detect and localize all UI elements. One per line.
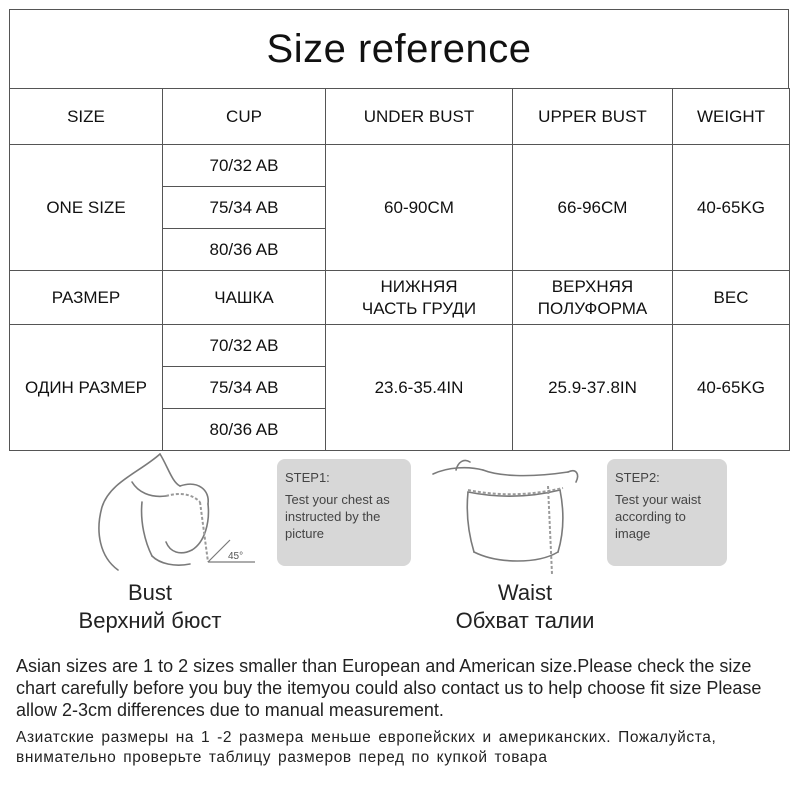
measurement-illustrations <box>0 450 800 650</box>
step1-title: STEP1: <box>285 470 330 485</box>
upper-bust-cell-in: 25.9-37.8IN <box>513 325 673 451</box>
size-cell: ONE SIZE <box>10 145 163 271</box>
cup-cell: 80/36 AB <box>163 409 326 451</box>
angle-label: 45° <box>228 551 244 562</box>
table-header-row-en <box>10 89 790 145</box>
header-under-bust-ru-line1: НИЖНЯЯ <box>380 276 458 296</box>
header-weight-ru: ВЕС <box>673 271 790 325</box>
bust-caption-ru: Верхний бюст <box>78 608 222 633</box>
waist-measure-illustration <box>428 452 598 577</box>
weight-cell: 40-65KG <box>673 145 790 271</box>
step2-card <box>607 459 727 566</box>
size-note-en: Asian sizes are 1 to 2 sizes smaller than European and American size.Please check the size chart carefully before you buy the itemyou could also contact us to help choose fit size Please allow 2-3cm differences due to manual measurement. <box>16 656 762 720</box>
header-size: SIZE <box>10 89 163 145</box>
header-under-bust: UNDER BUST <box>326 89 513 145</box>
header-cup: CUP <box>163 89 326 145</box>
under-bust-cell: 60-90CM <box>326 145 513 271</box>
page-title: Size reference <box>9 9 789 89</box>
weight-cell-ru: 40-65KG <box>673 325 790 451</box>
step2-text: Test your waist according to image <box>615 492 701 541</box>
cup-cell: 70/32 AB <box>163 145 326 187</box>
cup-cell: 80/36 AB <box>163 229 326 271</box>
step2-title: STEP2: <box>615 470 660 485</box>
header-size-ru: РАЗМЕР <box>10 271 163 325</box>
header-under-bust-ru <box>326 271 513 325</box>
bust-caption: Bust <box>127 580 173 605</box>
under-bust-cell-in: 23.6-35.4IN <box>326 325 513 451</box>
size-note-ru: Азиатские размеры на 1 -2 размера меньше европейских и американских. Пожалуйста, внимательно проверьте таблицу размеров перед по купкой товара <box>16 729 717 766</box>
table-header-row-ru <box>10 271 790 325</box>
cup-cell: 70/32 AB <box>163 325 326 367</box>
table-row <box>10 145 790 187</box>
waist-caption-ru: Обхват талии <box>455 608 595 633</box>
header-upper-bust-ru-line2: ПОЛУФОРМА <box>537 298 648 318</box>
cup-cell: 75/34 AB <box>163 187 326 229</box>
table-row <box>10 325 790 367</box>
header-cup-ru: ЧАШКА <box>163 271 326 325</box>
step1-card <box>277 459 411 566</box>
header-upper-bust-ru-line1: ВЕРХНЯЯ <box>551 276 634 296</box>
bust-measure-illustration <box>80 452 260 577</box>
upper-bust-cell: 66-96CM <box>513 145 673 271</box>
header-upper-bust: UPPER BUST <box>513 89 673 145</box>
cup-cell: 75/34 AB <box>163 367 326 409</box>
header-upper-bust-ru <box>513 271 673 325</box>
size-cell-ru: ОДИН РАЗМЕР <box>10 325 163 451</box>
header-weight: WEIGHT <box>673 89 790 145</box>
waist-caption: Waist <box>497 580 553 605</box>
header-under-bust-ru-line2: ЧАСТЬ ГРУДИ <box>361 298 477 318</box>
step1-text: Test your chest as instructed by the picture <box>285 492 390 541</box>
size-table <box>9 88 790 451</box>
